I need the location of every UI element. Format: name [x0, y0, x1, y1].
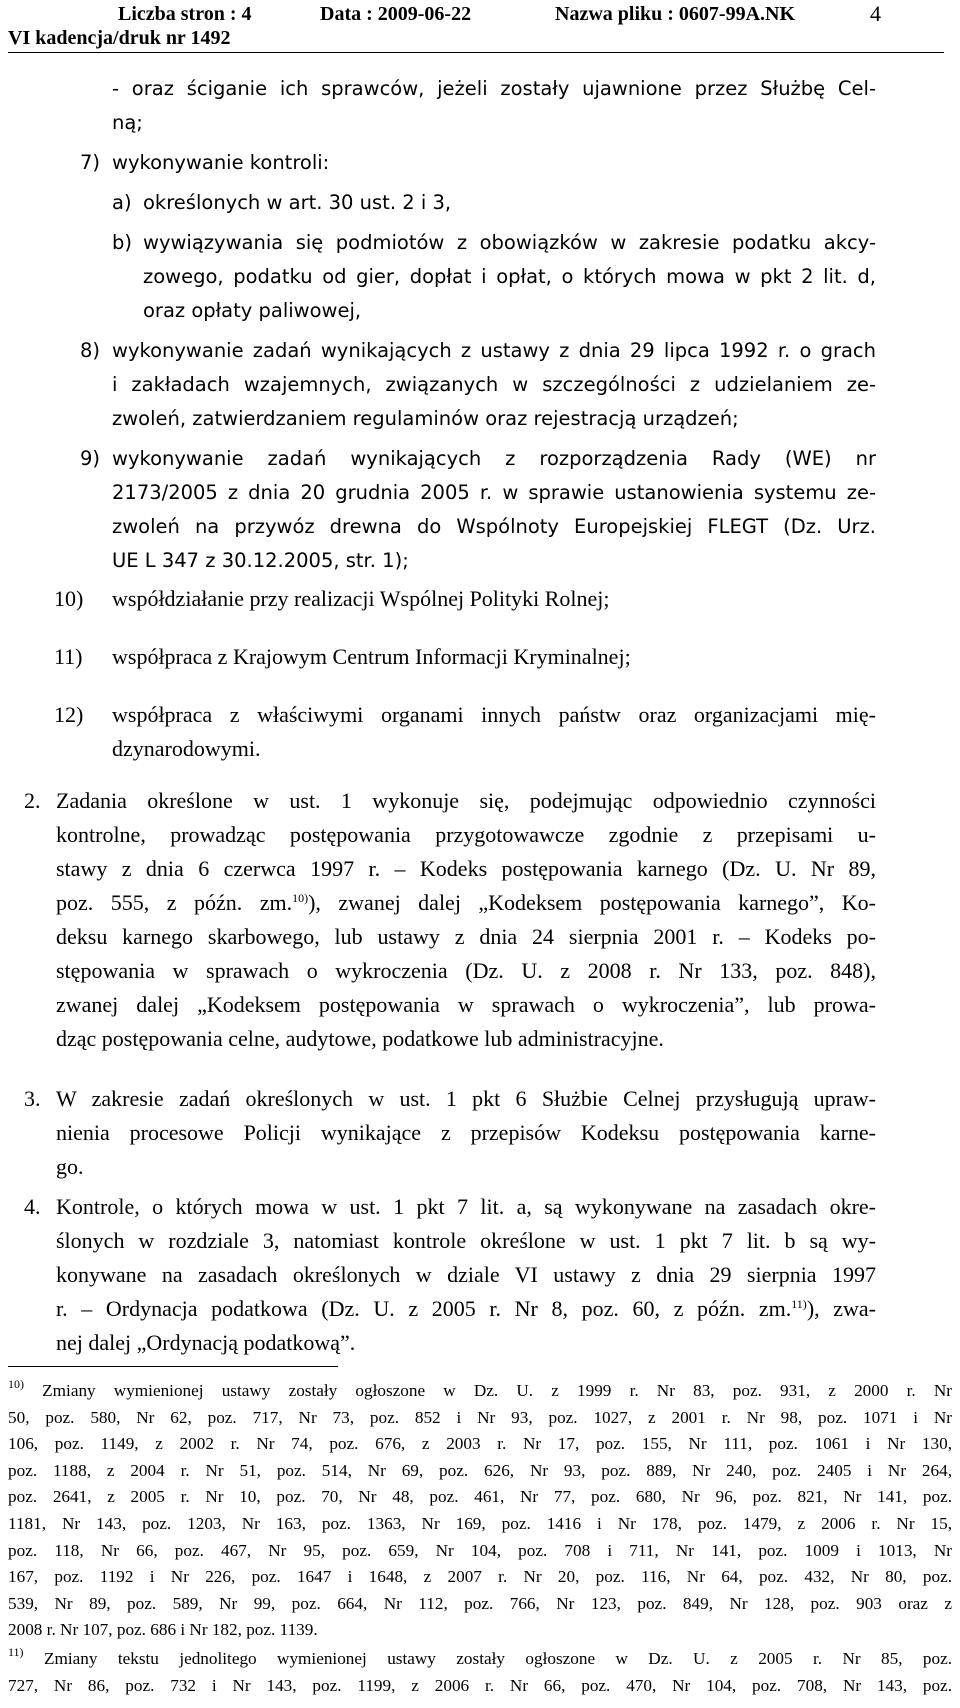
paragraph-number: 3. [24, 1086, 41, 1111]
text-line: deksu karnego skarbowego, lub ustawy z dnia 24 sierpnia 2001 r. – Kodeks po- [56, 924, 876, 949]
text-line: i zakładach wzajemnych, związanych w szczególności z udzielaniem ze- [112, 373, 876, 396]
paragraph-number: 4. [24, 1194, 41, 1219]
text-line: wywiązywania się podmiotów z obowiązków w zakresie podatku akcy- [143, 231, 876, 254]
text-line: współpraca z Krajowym Centrum Informacji Kryminalnej; [112, 644, 631, 669]
text-line: zowego, podatku od gier, dopłat i opłat, o których mowa w pkt 2 lit. d, [143, 265, 876, 288]
text-line: stępowania w sprawach o wykroczenia (Dz. U. z 2008 r. Nr 133, poz. 848), [56, 958, 876, 983]
footnote-text: Zmiany wymienionej ustawy zostały ogłoszone w Dz. U. z 1999 r. Nr 83, poz. 931, z 2000 r. Nr [42, 1381, 952, 1400]
text-line: wykonywanie zadań wynikających z rozporządzenia Rady (WE) nr [112, 447, 876, 470]
page-count: Liczba stron : 4 [118, 3, 252, 25]
list-letter: a) [112, 191, 132, 214]
text-line: Kontrole, o których mowa w ust. 1 pkt 7 lit. a, są wykonywane na zasadach okre- [56, 1194, 876, 1219]
text-line: dząc postępowania celne, audytowe, podatkowe lub administracyjne. [56, 1026, 664, 1051]
text-line: W zakresie zadań określonych w ust. 1 pkt 6 Służbie Celnej przysługują upraw- [56, 1086, 876, 1111]
text-line: ślonych w rozdziale 3, natomiast kontrole określone w ust. 1 pkt 7 lit. b są wy- [56, 1228, 876, 1253]
text-fragment: ), zwanej dalej „Kodeksem postępowania karnego”, Ko- [308, 890, 877, 915]
footnote-separator [8, 1366, 338, 1367]
text-line: współdziałanie przy realizacji Wspólnej Polityki Rolnej; [112, 586, 610, 611]
text-line: Zadania określone w ust. 1 wykonuje się, podejmując odpowiednio czynności [56, 788, 876, 813]
list-number: 10) [54, 586, 84, 611]
text-fragment: r. – Ordynacja podatkowa (Dz. U. z 2005 r. Nr 8, poz. 60, z późn. zm. [56, 1296, 792, 1321]
text-line: nienia procesowe Policji wynikające z przepisów Kodeksu postępowania karne- [56, 1120, 876, 1145]
paragraph-number: 2. [24, 788, 41, 813]
footnote-line: poz. 118, Nr 66, poz. 467, Nr 95, poz. 659, Nr 104, poz. 708 i 711, Nr 141, poz. 1009 i 1013, Nr [8, 1540, 952, 1560]
text-line: oraz opłaty paliwowej, [143, 299, 362, 322]
text-line: zwoleń, zatwierdzaniem regulaminów oraz rejestracją urządzeń; [112, 407, 739, 430]
footnote-10 [8, 1378, 952, 1644]
header-rule [8, 52, 944, 53]
term-print-number: VI kadencja/druk nr 1492 [8, 27, 231, 49]
text-line: współpraca z właściwymi organami innych państw oraz organizacjami mię- [112, 702, 876, 727]
footnote-line: 727, Nr 86, poz. 732 i Nr 143, poz. 1199, z 2006 r. Nr 66, poz. 470, Nr 104, poz. 708, Nr 143, poz. [8, 1675, 952, 1695]
text-line: - oraz ściganie ich sprawców, jeżeli zostały ujawnione przez Służbę Cel- [112, 77, 876, 100]
text-line: wykonywanie zadań wynikających z ustawy z dnia 29 lipca 1992 r. o grach [112, 339, 876, 362]
footnote-text: Zmiany tekstu jednolitego wymienionej ustawy zostały ogłoszone w Dz. U. z 2005 r. Nr 85, poz. [43, 1649, 953, 1668]
page-header [0, 2, 960, 54]
text-line: zwanej dalej „Kodeksem postępowania w sprawach o wykroczenia”, lub prowa- [56, 992, 876, 1017]
text-line: określonych w art. 30 ust. 2 i 3, [143, 191, 452, 214]
text-line: dzynarodowymi. [112, 736, 261, 761]
document-date: Data : 2009-06-22 [320, 3, 472, 25]
footnote-line [8, 1646, 952, 1673]
text-fragment: ), zwa- [806, 1296, 877, 1321]
list-number: 12) [54, 702, 84, 727]
footnote-line: 1181, Nr 143, poz. 1203, Nr 163, poz. 1363, Nr 169, poz. 1416 i Nr 178, poz. 1479, z 2006 r. Nr 15, [8, 1513, 952, 1533]
footnote-line: 2008 r. Nr 107, poz. 686 i Nr 182, poz. 1139. [8, 1620, 318, 1640]
text-line: ną; [112, 111, 143, 134]
footnote-line: 50, poz. 580, Nr 62, poz. 717, Nr 73, poz. 852 i Nr 93, poz. 1027, z 2001 r. Nr 98, poz. 1071 i Nr [8, 1407, 952, 1427]
file-name: Nazwa pliku : 0607-99A.NK [555, 3, 796, 25]
text-line: stawy z dnia 6 czerwca 1997 r. – Kodeks postępowania karnego (Dz. U. Nr 89, [56, 856, 876, 881]
list-number: 11) [54, 644, 83, 669]
text-line: go. [56, 1154, 84, 1179]
list-number: 7) [80, 151, 101, 174]
text-line: kontrolne, prowadząc postępowania przygotowawcze zgodnie z przepisami u- [56, 822, 876, 847]
text-line [56, 1292, 876, 1326]
text-line: 2173/2005 z dnia 20 grudnia 2005 r. w sprawie ustanowienia systemu ze- [112, 481, 876, 504]
text-line: UE L 347 z 30.12.2005, str. 1); [112, 549, 409, 572]
footnote-line: 106, poz. 1149, z 2002 r. Nr 74, poz. 676, z 2003 r. Nr 17, poz. 155, Nr 111, poz. 1061 i Nr 130, [8, 1434, 952, 1454]
footnote-mark: 10) [8, 1377, 24, 1391]
list-number: 9) [80, 447, 101, 470]
text-line [56, 886, 876, 920]
footnote-line: 539, Nr 89, poz. 589, Nr 99, poz. 664, Nr 112, poz. 766, Nr 123, poz. 849, Nr 128, poz. 903 oraz z [8, 1593, 952, 1613]
footnote-ref-11[interactable]: 11) [791, 1297, 807, 1311]
footnote-mark: 11) [8, 1645, 24, 1659]
footnote-line: poz. 1188, z 2004 r. Nr 51, poz. 514, Nr 69, poz. 626, Nr 93, poz. 889, Nr 240, poz. 2405 i Nr 264, [8, 1460, 952, 1480]
footnote-line [8, 1378, 952, 1405]
list-letter: b) [112, 231, 132, 254]
list-number: 8) [80, 339, 101, 362]
text-line: nej dalej „Ordynacją podatkową”. [56, 1330, 356, 1355]
footnote-line: 167, poz. 1192 i Nr 226, poz. 1647 i 1648, z 2007 r. Nr 20, poz. 116, Nr 64, poz. 432, Nr 80, poz. [8, 1567, 952, 1587]
text-line: wykonywanie kontroli: [112, 151, 330, 174]
text-fragment: poz. 555, z późn. zm. [56, 890, 293, 915]
footnote-line: poz. 2641, z 2005 r. Nr 10, poz. 70, Nr 48, poz. 461, Nr 77, poz. 680, Nr 96, poz. 821, Nr 141, poz. [8, 1487, 952, 1507]
footnote-11 [8, 1646, 952, 1699]
text-line: zwoleń na przywóz drewna do Wspólnoty Europejskiej FLEGT (Dz. Urz. [112, 515, 876, 538]
text-line: konywane na zasadach określonych w dziale VI ustawy z dnia 29 sierpnia 1997 [56, 1262, 876, 1287]
footnote-ref-10[interactable]: 10) [292, 891, 309, 905]
page-number: 4 [870, 1, 881, 26]
